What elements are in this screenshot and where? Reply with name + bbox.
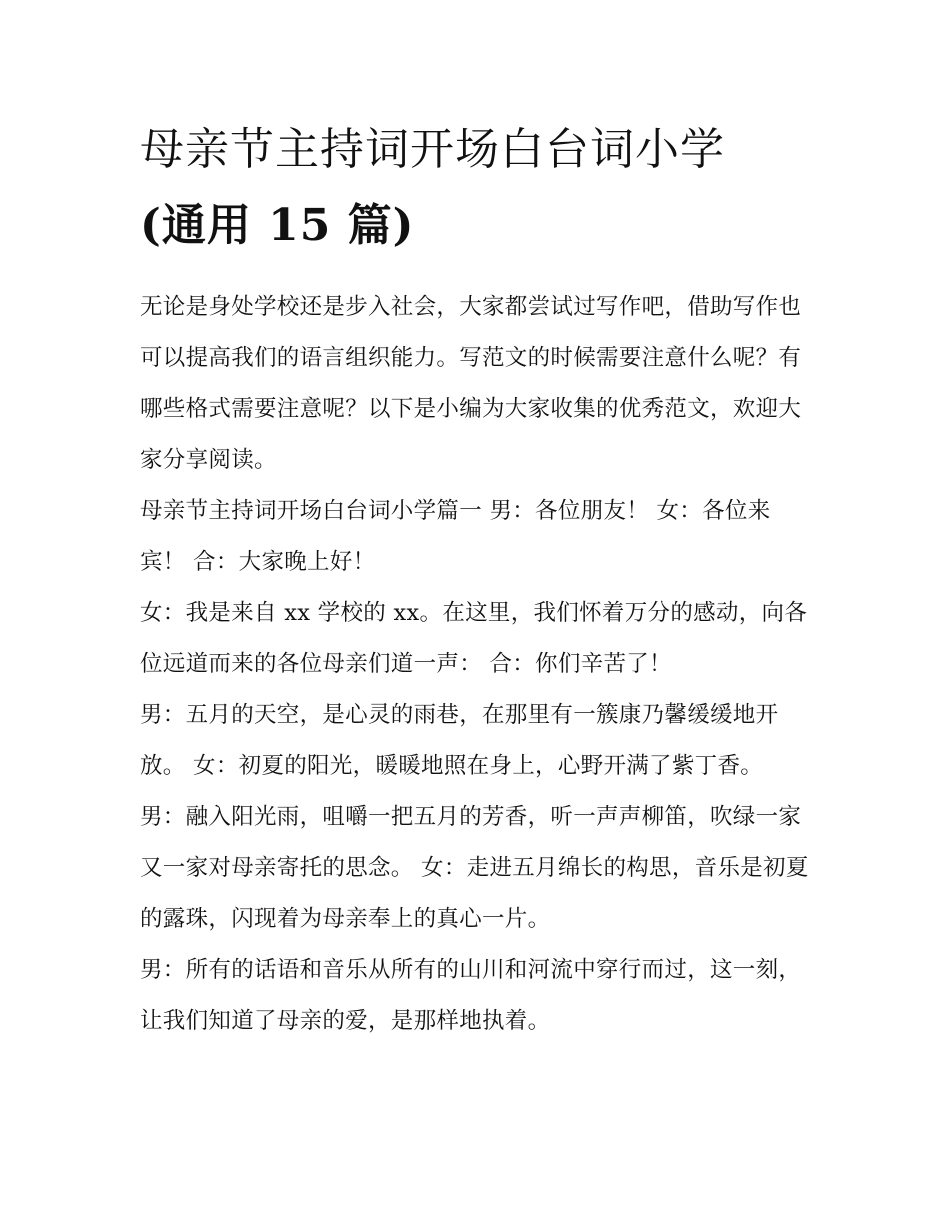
- intro-paragraph: 无论是身处学校还是步入社会，大家都尝试过写作吧，借助写作也可以提高我们的语言组织能力。写范文的时候需要注意什么呢？有哪些格式需要注意呢？以下是小编为大家收集的优秀范文，欢迎大家分享阅读。: [140, 294, 802, 473]
- body-paragraph: 男：融入阳光雨，咀嚼一把五月的芳香，听一声声柳笛，吹绿一家又一家对母亲寄托的思念。 女：走进五月绵长的构思，音乐是初夏的露珠，闪现着为母亲奉上的真心一片。: [140, 804, 809, 932]
- title-line-1: 母亲节主持词开场白台词小学: [140, 124, 725, 175]
- body-paragraph: 男：五月的天空，是心灵的雨巷，在那里有一簇康乃馨缓缓地开放。 女：初夏的阳光，暖暖地照在身上，心野开满了紫丁香。: [140, 702, 779, 779]
- body-paragraph: 母亲节主持词开场白台词小学篇一 男：各位朋友！ 女：各位来宾！ 合：大家晚上好！: [140, 498, 771, 575]
- body-paragraph: 男：所有的话语和音乐从所有的山川和河流中穿行而过，这一刻，让我们知道了母亲的爱，是那样地执着。: [140, 957, 802, 1034]
- body-paragraph: 女：我是来自 xx 学校的 xx。在这里，我们怀着万分的感动，向各位远道而来的各位母亲们道一声： 合：你们辛苦了！: [140, 600, 808, 677]
- title-line-2: (通用 15 篇): [140, 200, 415, 251]
- document-title: [140, 112, 816, 264]
- document-page: [140, 112, 816, 1047]
